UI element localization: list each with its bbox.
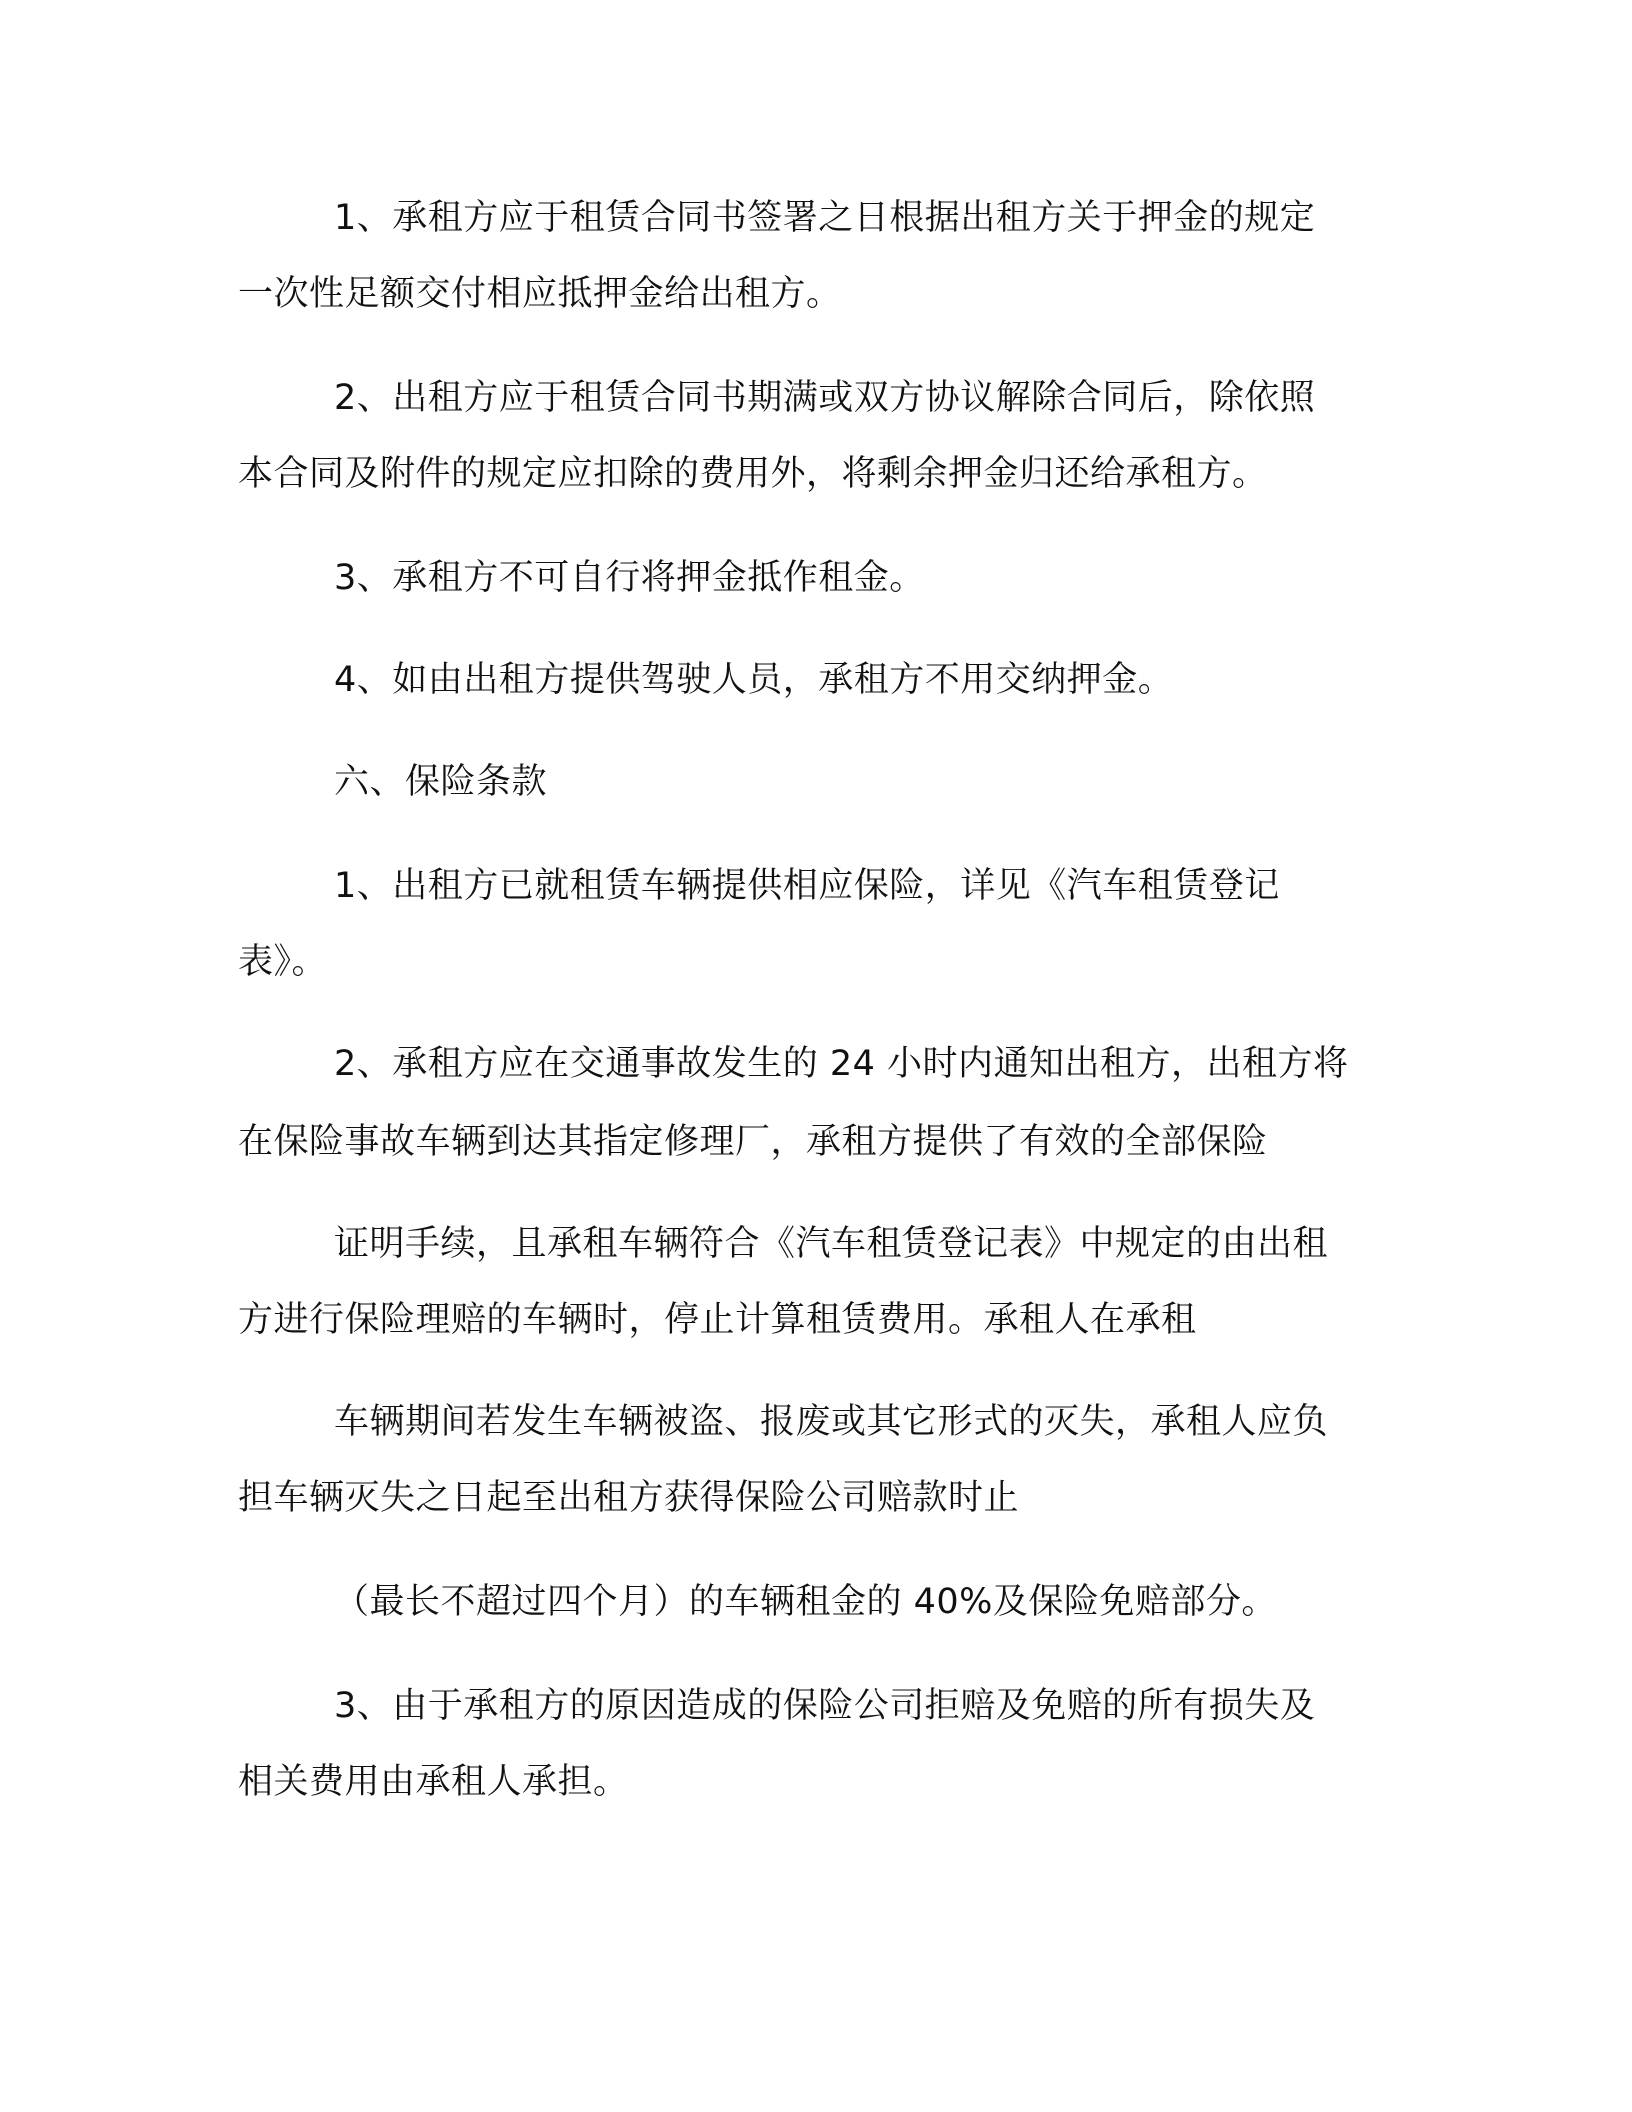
text-line: 证明手续，且承租车辆符合《汽车租赁登记表》中规定的由出租 bbox=[334, 1224, 1329, 1264]
text-line: 方进行保险理赔的车辆时，停止计算租赁费用。承租人在承租 bbox=[238, 1300, 1197, 1340]
text-line: 1、承租方应于租赁合同书签署之日根据出租方关于押金的规定 bbox=[334, 198, 1316, 238]
text-line: 4、如由出租方提供驾驶人员，承租方不用交纳押金。 bbox=[334, 660, 1174, 700]
text-line: 一次性足额交付相应抵押金给出租方。 bbox=[238, 274, 842, 314]
text-line: 3、由于承租方的原因造成的保险公司拒赔及免赔的所有损失及 bbox=[334, 1686, 1316, 1726]
text-line: 1、出租方已就租赁车辆提供相应保险，详见《汽车租赁登记 bbox=[334, 866, 1280, 906]
text-line: 3、承租方不可自行将押金抵作租金。 bbox=[334, 558, 925, 598]
text-line: 在保险事故车辆到达其指定修理厂，承租方提供了有效的全部保险 bbox=[238, 1122, 1268, 1162]
text-line: （最长不超过四个月）的车辆租金的 40%及保险免赔部分。 bbox=[334, 1582, 1277, 1622]
text-line: 相关费用由承租人承担。 bbox=[238, 1762, 629, 1802]
text-line: 2、出租方应于租赁合同书期满或双方协议解除合同后，除依照 bbox=[334, 378, 1316, 418]
text-line: 本合同及附件的规定应扣除的费用外，将剩余押金归还给承租方。 bbox=[238, 454, 1268, 494]
text-line: 表》。 bbox=[238, 942, 328, 982]
section-heading: 六、保险条款 bbox=[334, 762, 548, 802]
text-line: 2、承租方应在交通事故发生的 24 小时内通知出租方，出租方将 bbox=[334, 1044, 1349, 1084]
text-line: 车辆期间若发生车辆被盗、报废或其它形式的灭失，承租人应负 bbox=[334, 1402, 1329, 1442]
text-line: 担车辆灭失之日起至出租方获得保险公司赔款时止 bbox=[238, 1478, 1020, 1518]
